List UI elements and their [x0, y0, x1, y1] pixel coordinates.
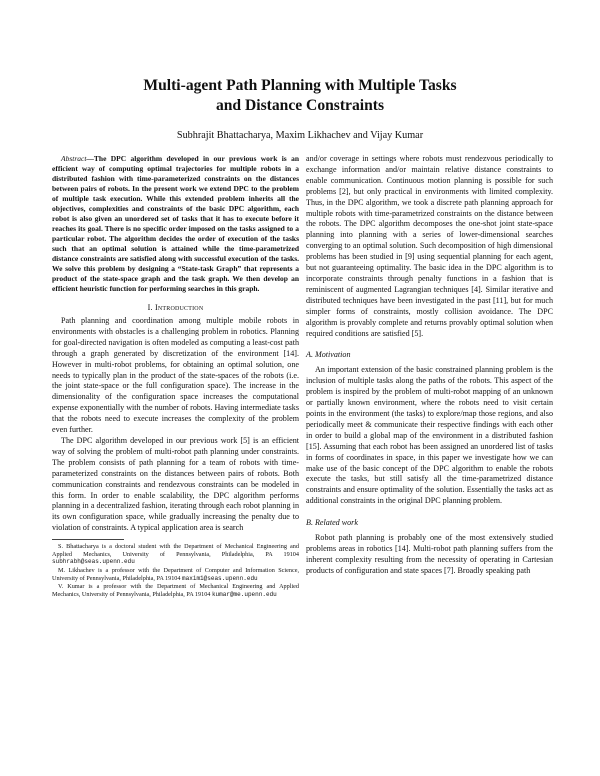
footnote-author-1	[52, 543, 299, 566]
footnote-author-3	[52, 583, 299, 598]
left-column	[52, 154, 299, 599]
paper-title	[60, 76, 540, 116]
paper-authors: Subhrajit Bhattacharya, Maxim Likhachev and Vijay Kumar	[176, 130, 424, 141]
related-work-paragraph: Robot path planning is probably one of the most extensively studied problems areas in robotics [14]. Multi-robot path planning suffers from the inherent complexity resulting from the necessity of operating in Cartesian products of configuration and state spaces [7]. Broadly speaking path	[306, 533, 553, 575]
footnote-1-text: S. Bhattacharya is a doctoral student with the Department of Mechanical Engineering and Applied Mechanics, University of Pennsylvania, Philadelphia, PA 19104	[52, 543, 299, 558]
footnote-author-2	[52, 567, 299, 582]
subsection-heading-related-work: B. Related work	[306, 518, 358, 528]
footnote-2-text: M. Likhachev is a professor with the Department of Computer and Information Science, University of Pennsylvania, Philadelphia, PA 19104	[52, 566, 299, 582]
section-heading-introduction: I. Introduction	[147, 303, 204, 312]
right-column	[306, 154, 553, 577]
abstract	[52, 154, 299, 294]
footnote-2-email[interactable]: maxim1@seas.upenn.edu	[182, 574, 258, 582]
motivation-paragraph: An important extension of the basic constrained planning problem is the inclusion of multiple tasks along the paths of the robots. This aspect of the problem is inspired by the problem of multi-robot mapping of an unknown or partially known environment, where the robots need to visit certain points in the environment (the tasks) to explore/map those regions, and also periodically meet & communicate their respective findings with each other in order to build a global map of the environment in a distributed fashion [15]. Assuming that each robot has been assigned an unordered list of tasks in forms of coordinates in space, in this paper we investigate how we can make use of the basic concept of the DPC algorithm to enable the robots execute the tasks, but still satisfy all the time-parametrized distance constraints and ensure optimality of the solution. Essentially the tasks act as additional constraints in the original DPC planning problem.	[306, 365, 553, 506]
footnote-1-email[interactable]: subhrabh@seas.upenn.edu	[52, 558, 135, 566]
paper-title-line-2: and Distance Constraints	[215, 97, 385, 114]
footnote-3-text: V. Kumar is a professor with the Department of Mechanical Engineering and Applied Mechanics, University of Pennsylvania, Philadelphia, PA 19104	[52, 583, 299, 598]
abstract-label: Abstract	[61, 154, 87, 163]
subsection-heading-motivation: A. Motivation	[306, 350, 351, 360]
intro-paragraph-1: Path planning and coordination among multiple mobile robots in environments with obstacles is a challenging problem in robotics. Planning for goal-directed navigation is often modeled as computing a least-cost path through a graph generated by discretization of the environment [14]. However in multi-robot problems, for obtaining an optimal solution, one needs to typically plan in the product of the state-spaces of the robots (i.e. the joint state-space or the full configuration space). The increase in the dimensionality of the configuration space increases the computational expense exponentially with the number of robots. Having intermediate tasks that the robots need to execute increases the complexity of the problem even further.	[52, 316, 299, 435]
abstract-body: —The DPC algorithm developed in our previous work is an efficient way of computing optimal trajectories for multiple robots in a distributed fashion with time-parameterized constraints on the distances between pairs of robots. In the present work we extend DPC to the problem of multiple task execution. While this extended problem inherits all the objectives, complexities and constraints of the basic DPC algorithm, each robot is also given an unordered set of tasks that it has to execute before it reaches its goal. There is no specific order imposed on the tasks assigned to a particular robot. The algorithm decides the order of execution of the tasks such that an optimal solution is attained while the time-parametrized distance constraints are satisfied along with successful execution of the tasks. We solve this problem by designing a “State-task Graph” that represents a product of the state-space graph and the task graph. We then develop an efficient heuristic function for performing searches in this graph.	[52, 154, 299, 293]
footnote-3-email[interactable]: kumar@me.upenn.edu	[211, 590, 277, 598]
intro-paragraph-continued: and/or coverage in settings where robots must rendezvous periodically to exchange information and/or maintain relative distance constraints to enable communication. Continuous motion planning is possible for such problems [2], but only practical in environments with limited complexity. Thus, in the DPC algorithm, we took a discrete path planning approach for multiple robots with time-parametrized constraints on the distance between the robots. The DPC algorithm decomposes the one-shot joint state-space planning into planning with a series of lower-dimensional searches converging to an optimal solution. Such decomposition of high dimensional problems has been studied in [9] using sequential planning for each agent, but not guaranteeing optimality. The basic idea in the DPC algorithm is to incorporate constraints through penalty functions in a fashion that is reminiscent of augmented Lagrangian techniques [4]. Similar iterative and distributed techniques have been investigated in the past [11], but for much simpler forms of constraints, mostly collision avoidance. The DPC algorithm is provably complete and returns provably optimal solution when required conditions are satisfied [5].	[306, 154, 553, 338]
intro-paragraph-2: The DPC algorithm developed in our previous work [5] is an efficient way of solving the problem of multi-robot path planning under constraints. The problem consists of path planning for a team of robots with time-parameterized constraints on the distances between pairs of robots. Both communication constraints and rendezvous constraints can be modeled in this form. In order to enable scalability, the DPC algorithm performs planning in a decentralized fashion, iterating through each robot planning in its own configuration space, while gradually increasing the penalty due to violation of constraints. A typical application area is search	[52, 435, 299, 533]
paper-title-line-1: Multi-agent Path Planning with Multiple Tasks	[143, 77, 457, 94]
